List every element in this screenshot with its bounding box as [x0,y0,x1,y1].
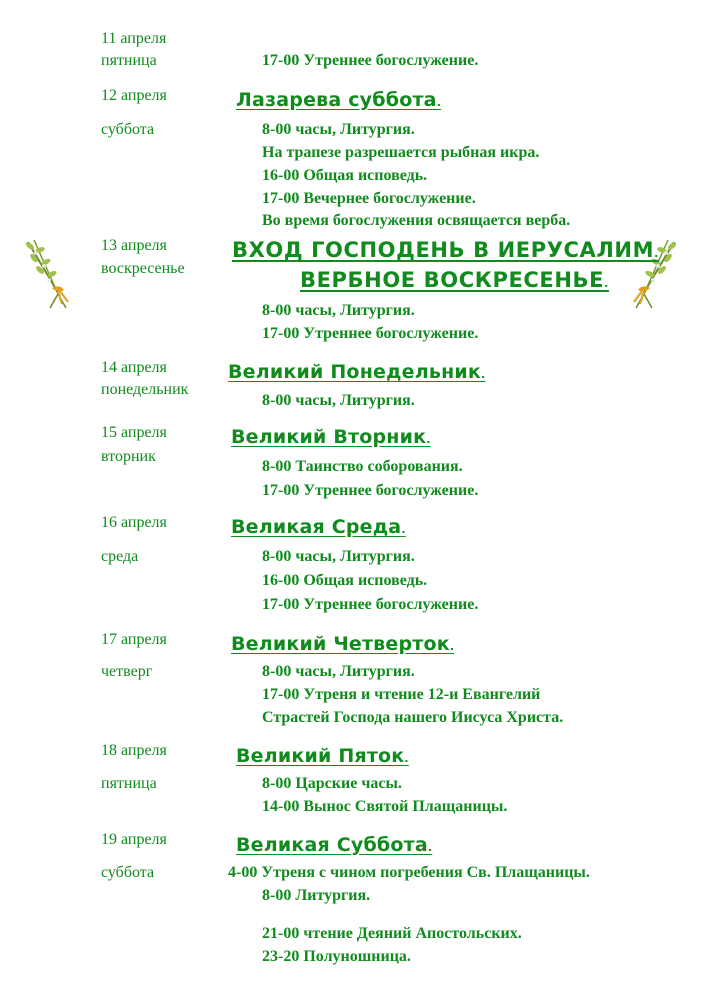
service-line: 8-00 Царские часы. [262,775,402,792]
feast-title: ВХОД ГОСПОДЕНЬ В ИЕРУСАЛИМ . [232,238,659,262]
service-line: Во время богослужения освящается верба. [262,212,571,229]
date-label: 15 апреля [101,424,167,441]
feast-title: Великий Пяток . [236,745,409,767]
service-line: 8-00 часы, Литургия. [262,663,415,680]
service-line: 17-00 Вечернее богослужение. [262,190,476,207]
service-line: 4-00 Утреня с чином погребения Св. Плащаницы. [228,864,590,881]
date-label: 18 апреля [101,742,167,759]
feast-subtitle: ВЕРБНОЕ ВОСКРЕСЕНЬЕ . [300,268,609,292]
date-label: 14 апреля [101,359,167,376]
feast-title: Лазарева суббота . [236,89,441,111]
service-line: 17-00 Утреня и чтение 12-и Евангелий [262,686,541,703]
service-line: 23-20 Полуношница. [262,948,411,965]
weekday-label: пятница [101,775,157,792]
date-label: 11 апреля [101,30,167,47]
date-label: 17 апреля [101,631,167,648]
weekday-label: суббота [101,864,155,881]
service-line: 14-00 Вынос Святой Плащаницы. [262,798,508,815]
service-line: 8-00 Таинство соборования. [262,458,463,475]
service-line: 17-00 Утреннее богослужение. [262,482,479,499]
weekday-label: пятница [101,52,157,69]
service-line: 8-00 часы, Литургия. [262,548,415,565]
service-line: 17-00 Утреннее богослужение. [262,596,479,613]
feast-title: Великая Среда . [231,516,406,538]
date-label: 19 апреля [101,831,167,848]
feast-title: Великий Вторник . [231,426,431,448]
weekday-label: четверг [101,663,153,680]
service-line: 17-00 Утреннее богослужение. [262,325,479,342]
weekday-label: суббота [101,121,155,138]
willow-branch-icon [18,236,74,310]
feast-title: Великий Понедельник . [228,361,485,383]
date-label: 13 апреля [101,237,167,254]
service-line: Страстей Господа нашего Иисуса Христа. [262,709,564,726]
service-line: 8-00 часы, Литургия. [262,302,415,319]
feast-title: Великая Суббота . [236,834,432,856]
date-label: 12 апреля [101,87,167,104]
service-line: На трапезе разрешается рыбная икра. [262,144,540,161]
service-line: 17-00 Утреннее богослужение. [262,52,479,69]
weekday-label: среда [101,548,139,565]
weekday-label: понедельник [101,381,189,398]
service-line: 8-00 часы, Литургия. [262,121,415,138]
service-line: 8-00 Литургия. [262,887,371,904]
service-line: 21-00 чтение Деяний Апостольских. [262,925,522,942]
service-line: 16-00 Общая исповедь. [262,167,428,184]
service-line: 16-00 Общая исповедь. [262,572,428,589]
date-label: 16 апреля [101,514,167,531]
weekday-label: воскресенье [101,260,185,277]
service-line: 8-00 часы, Литургия. [262,392,415,409]
weekday-label: вторник [101,448,156,465]
feast-title: Великий Четверток . [231,633,454,655]
